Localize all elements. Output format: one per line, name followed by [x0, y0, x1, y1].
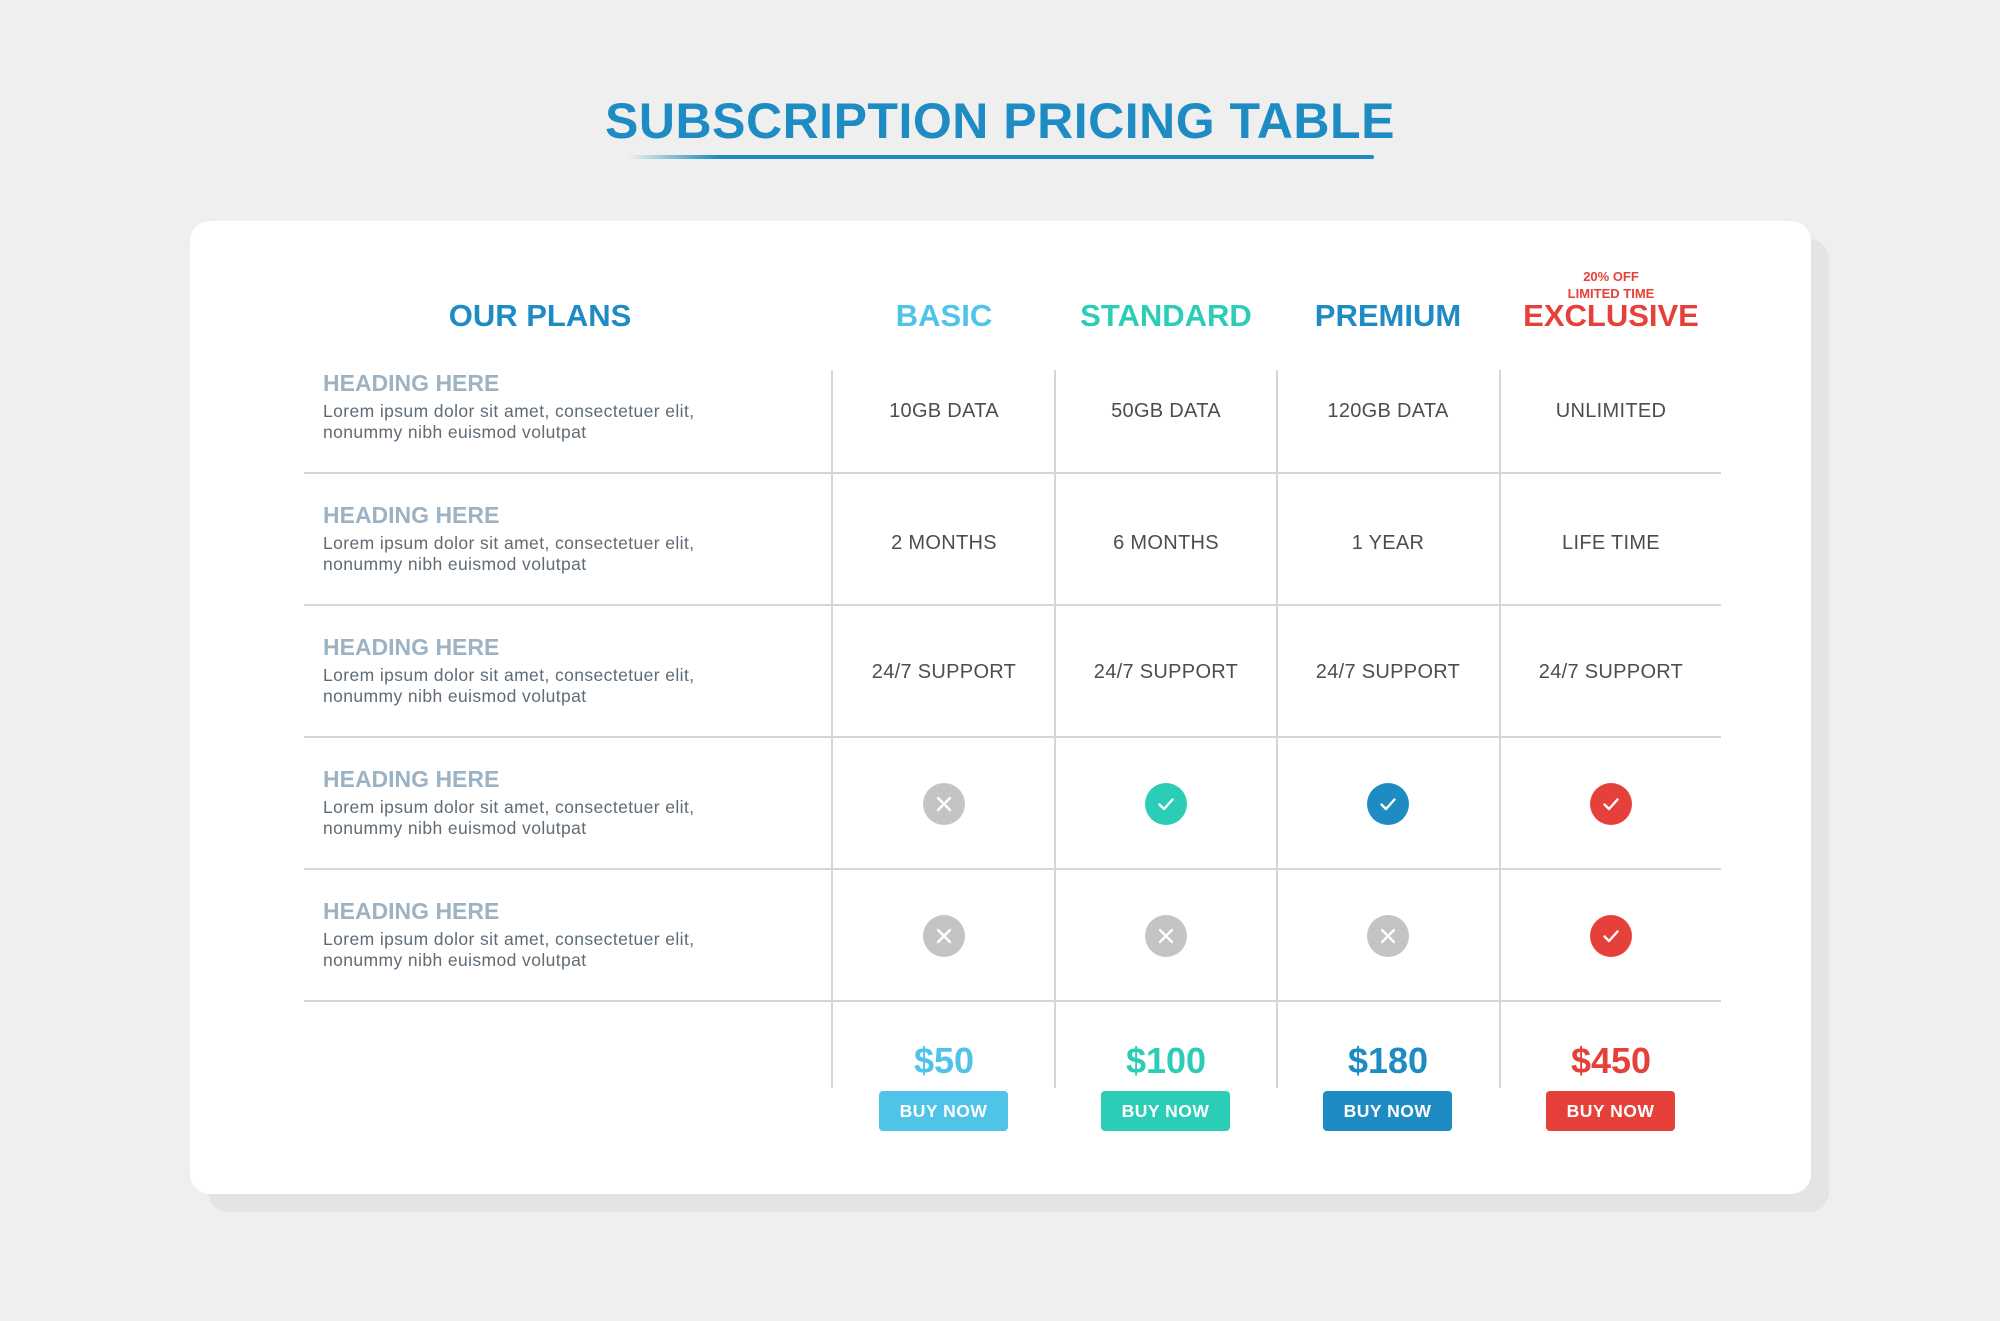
feature-description: [323, 665, 753, 707]
promo-limited: LIMITED TIME: [1567, 286, 1655, 301]
feature-row-5: [323, 898, 753, 971]
feature-heading: HEADING HERE: [323, 502, 500, 528]
plan-header-basic: BASIC: [895, 298, 993, 333]
feature-description: [323, 401, 753, 443]
feature-desc-line: Lorem ipsum dolor sit amet, consectetuer elit,: [323, 665, 695, 685]
feature-heading: HEADING HERE: [323, 370, 500, 396]
price-exclusive: $450: [1570, 1040, 1652, 1081]
feature-desc-line: nonummy nibh euismod volutpat: [323, 422, 587, 442]
cell-basic-row-2: 2 MONTHS: [891, 532, 997, 554]
plan-header-standard: STANDARD: [1080, 298, 1252, 333]
cell-standard-row-1: 50GB DATA: [1111, 400, 1221, 422]
check-icon: [1590, 915, 1632, 957]
check-icon: [1590, 783, 1632, 825]
cell-exclusive-row-1: UNLIMITED: [1555, 400, 1667, 422]
feature-row-1: [323, 370, 753, 443]
feature-row-4: [323, 766, 753, 839]
cell-premium-row-2: 1 YEAR: [1351, 532, 1425, 554]
cell-standard-row-2: 6 MONTHS: [1113, 532, 1219, 554]
feature-desc-line: Lorem ipsum dolor sit amet, consectetuer elit,: [323, 533, 695, 553]
our-plans-label: OUR PLANS: [448, 298, 632, 333]
feature-desc-line: nonummy nibh euismod volutpat: [323, 818, 587, 838]
feature-desc-line: nonummy nibh euismod volutpat: [323, 686, 587, 706]
cell-basic-row-1: 10GB DATA: [889, 400, 999, 422]
price-basic: $50: [913, 1040, 975, 1081]
price-premium: $180: [1347, 1040, 1429, 1081]
buy-now-button-standard[interactable]: BUY NOW: [1101, 1091, 1230, 1131]
cross-icon: [923, 783, 965, 825]
buy-now-button-premium[interactable]: BUY NOW: [1323, 1091, 1452, 1131]
cell-exclusive-row-2: LIFE TIME: [1562, 532, 1660, 554]
cell-basic-row-3: 24/7 SUPPORT: [871, 661, 1017, 683]
feature-desc-line: Lorem ipsum dolor sit amet, consectetuer elit,: [323, 401, 695, 421]
cross-icon: [923, 915, 965, 957]
feature-desc-line: Lorem ipsum dolor sit amet, consectetuer elit,: [323, 929, 695, 949]
cell-premium-row-1: 120GB DATA: [1327, 400, 1449, 422]
plan-header-premium: PREMIUM: [1314, 298, 1462, 333]
promo-discount: 20% OFF: [1583, 269, 1639, 284]
feature-row-2: [323, 502, 753, 575]
cross-icon: [1367, 915, 1409, 957]
feature-description: [323, 533, 753, 575]
cell-premium-row-3: 24/7 SUPPORT: [1315, 661, 1461, 683]
cell-standard-row-3: 24/7 SUPPORT: [1093, 661, 1239, 683]
price-standard: $100: [1125, 1040, 1207, 1081]
feature-desc-line: nonummy nibh euismod volutpat: [323, 950, 587, 970]
feature-heading: HEADING HERE: [323, 766, 500, 792]
page-title: SUBSCRIPTION PRICING TABLE: [605, 93, 1395, 149]
buy-now-button-exclusive[interactable]: BUY NOW: [1546, 1091, 1675, 1131]
feature-heading: HEADING HERE: [323, 634, 500, 660]
cross-icon: [1145, 915, 1187, 957]
feature-description: [323, 797, 753, 839]
feature-row-3: [323, 634, 753, 707]
feature-desc-line: nonummy nibh euismod volutpat: [323, 554, 587, 574]
check-icon: [1367, 783, 1409, 825]
plan-header-exclusive: EXCLUSIVE: [1523, 298, 1699, 333]
feature-description: [323, 929, 753, 971]
feature-heading: HEADING HERE: [323, 898, 500, 924]
promo-badge: [1500, 268, 1722, 302]
cell-exclusive-row-3: 24/7 SUPPORT: [1538, 661, 1684, 683]
title-underline: [628, 155, 1374, 159]
check-icon: [1145, 783, 1187, 825]
buy-now-button-basic[interactable]: BUY NOW: [879, 1091, 1008, 1131]
feature-desc-line: Lorem ipsum dolor sit amet, consectetuer elit,: [323, 797, 695, 817]
